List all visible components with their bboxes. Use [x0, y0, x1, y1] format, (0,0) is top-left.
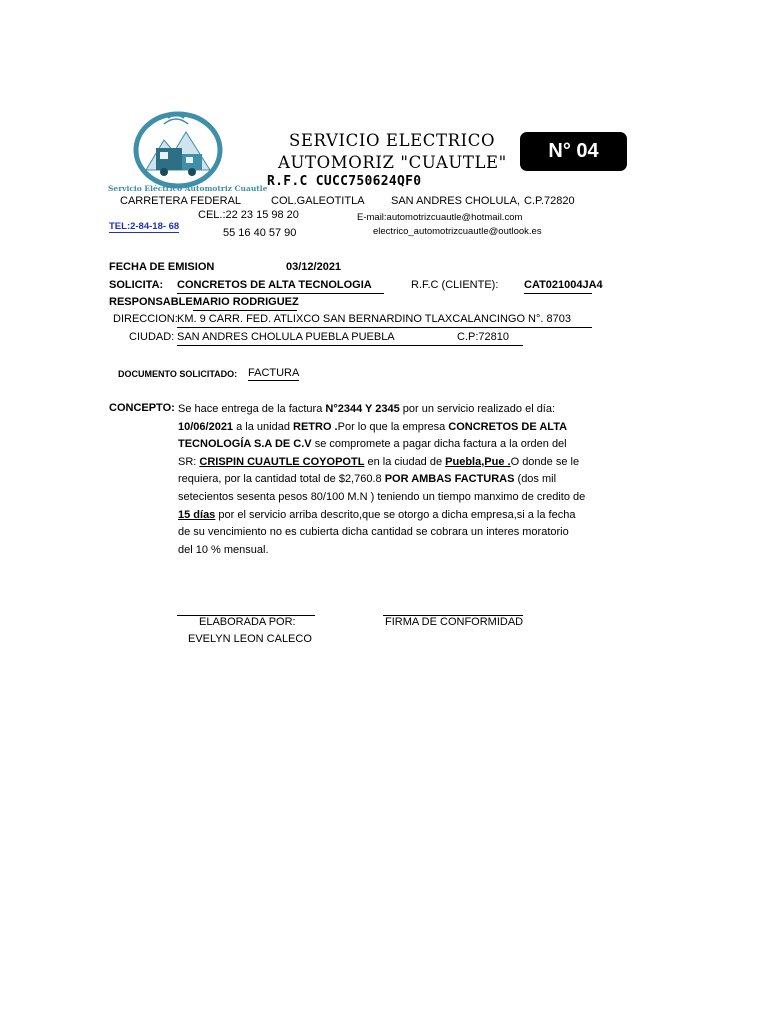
rfc-cliente-value: CAT021004JA4 [524, 279, 592, 294]
address-colonia: COL.GALEOTITLA [271, 195, 365, 207]
address-street: CARRETERA FEDERAL [120, 195, 242, 207]
folio-badge: N° 04 [520, 132, 627, 171]
responsable-value: MARIO RODRIGUEZ [193, 296, 297, 311]
concepto-segment: por un servicio realizado el día: [399, 403, 556, 415]
concepto-label: CONCEPTO: [109, 402, 175, 414]
direccion-value: KM. 9 CARR. FED. ATLIXCO SAN BERNARDINO TLAXCALANCINGO N°. 8703 [177, 313, 592, 328]
concepto-segment: Por lo que la empresa [337, 420, 449, 433]
concepto-segment: por el servicio arriba descrito,que se otorgo a dicha empresa,si a la fecha de su vencimiento no es cubierta dicha cantidad se cobrara un interes moratorio del 10 % mensual. [178, 508, 576, 556]
contact-tel-link[interactable]: TEL:2-84-18- 68 [109, 221, 180, 232]
responsable-label: RESPONSABLE: [109, 296, 197, 308]
concepto-segment: Se hace entrega de la factura [178, 403, 326, 415]
solicita-value: CONCRETOS DE ALTA TECNOLOGIA [177, 279, 384, 294]
concepto-segment: 10/06/2021 [178, 420, 234, 433]
concepto-segment: POR AMBAS FACTURAS [384, 473, 515, 486]
direccion-label: DIRECCION: [113, 313, 178, 325]
address-city: SAN ANDRES CHOLULA, [391, 195, 520, 207]
rfc-cliente-label: R.F.C (CLIENTE): [411, 279, 499, 291]
company-name-line1: SERVICIO ELECTRICO [289, 131, 496, 150]
concepto-segment: CRISPIN CUAUTLE COYOPOTL [199, 455, 365, 468]
address-cp: C.P.72820 [524, 195, 575, 207]
concepto-segment: a la unidad [233, 420, 293, 433]
concepto-segment: 15 días [178, 508, 216, 521]
contact-email1[interactable]: E-mail:automotrizcuautle@hotmail.com [357, 212, 523, 223]
concepto-segment: en la ciudad de [364, 455, 446, 468]
concepto-segment: se compromete a pagar dicha factura a la orden del SR: [178, 438, 567, 468]
ciudad-label: CIUDAD: [129, 331, 175, 343]
concepto-segment: N°2344 Y 2345 [325, 403, 400, 415]
fecha-label: FECHA DE EMISION [109, 261, 215, 273]
concepto-segment: RETRO . [293, 420, 338, 433]
concepto-segment: CONCRETOS DE ALTA TECNOLOGÍA S.A DE C.V [178, 420, 567, 451]
solicita-label: SOLICITA: [109, 279, 164, 291]
documento-value: FACTURA [248, 367, 300, 379]
concepto-segment: Puebla,Pue . [445, 455, 511, 468]
contact-cel: CEL.:22 23 15 98 20 [198, 209, 299, 221]
concepto-segment: (dos mil setecientos sesenta pesos 80/100 M.N ) teniendo un tiempo manximo de credito de [178, 473, 586, 503]
contact-cel2: 55 16 40 57 90 [223, 227, 297, 239]
elaborada-name: EVELYN LEON CALECO [188, 633, 312, 645]
ciudad-text: SAN ANDRES CHOLULA PUEBLA PUEBLA [177, 331, 395, 343]
concepto-segment: O donde se le requiera, por la cantidad total de $2,760.8 [178, 455, 580, 486]
documento-label: DOCUMENTO SOLICITADO: [118, 369, 238, 379]
elaborada-label: ELABORADA POR: [199, 616, 296, 628]
ciudad-cp: C.P:72810 [457, 331, 509, 343]
contact-email2[interactable]: electrico_automotrizcuautle@outlook.es [373, 226, 542, 237]
conformidad-label: FIRMA DE CONFORMIDAD [385, 616, 524, 628]
logo-caption: Servicio Eléctrico Automotriz Cuautle [108, 184, 268, 193]
fecha-value: 03/12/2021 [286, 261, 342, 273]
concepto-paragraph [178, 401, 586, 559]
company-logo [106, 110, 268, 196]
company-name-line2: AUTOMORIZ "CUAUTLE" [278, 153, 507, 172]
company-rfc: R.F.C CUCC750624QF0 [267, 174, 422, 189]
